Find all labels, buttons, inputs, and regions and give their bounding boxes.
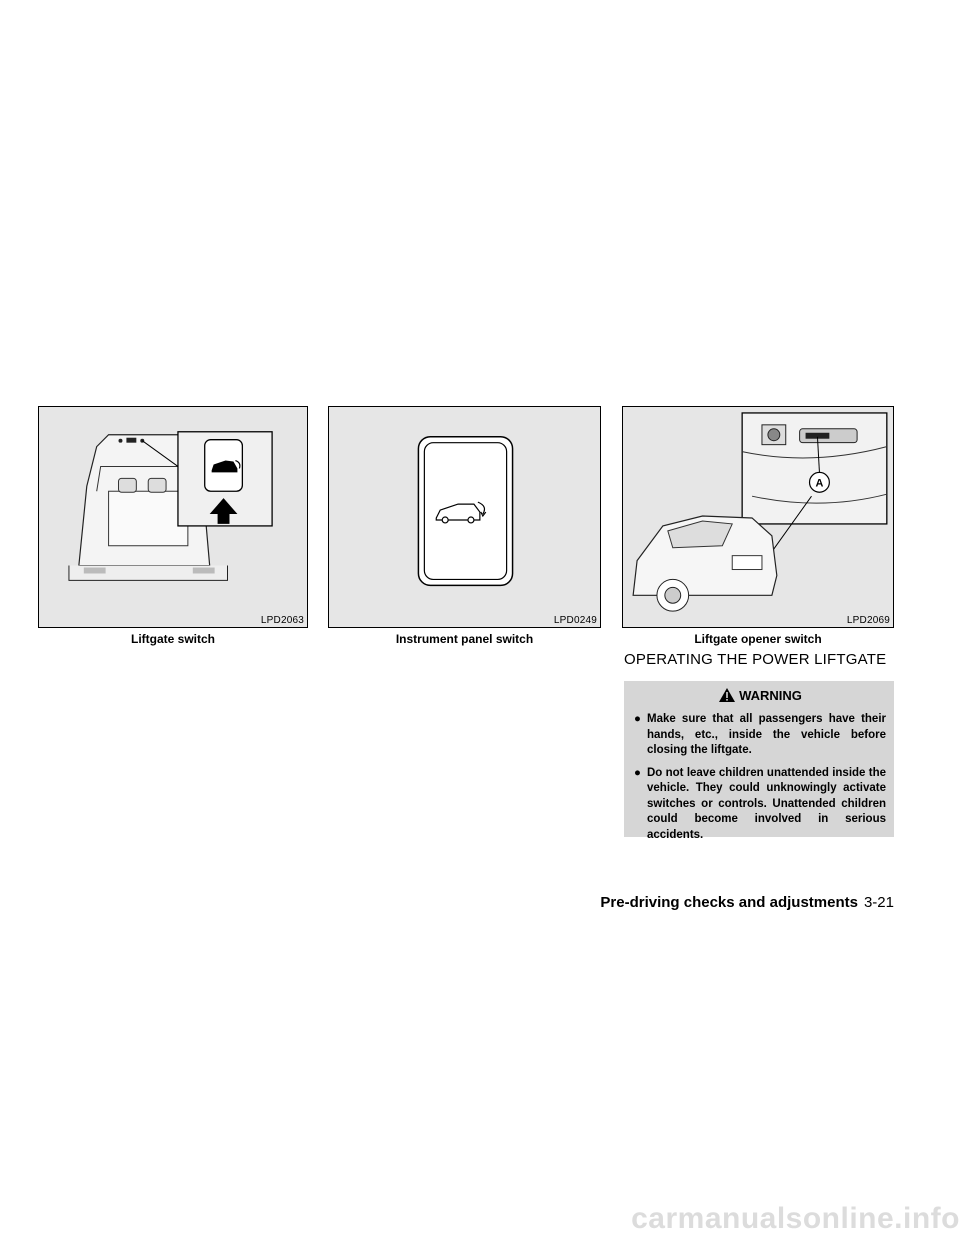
warning-item-text: Do not leave children unattended inside the vehicle. They could unknowingly activate switches or controls. Unattended children could become involved in serious accidents. xyxy=(647,766,886,841)
liftgate-opener-switch-illustration xyxy=(623,407,893,627)
instrument-panel-switch-illustration xyxy=(329,407,600,627)
warning-item xyxy=(634,712,886,759)
figure-code: LPD0249 xyxy=(553,615,597,626)
warning-heading xyxy=(634,681,886,705)
figure-caption: Liftgate switch xyxy=(130,632,215,646)
warning-item xyxy=(634,766,886,844)
callout-label: A xyxy=(815,477,824,490)
bullet: ● xyxy=(634,713,641,725)
watermark: carmanualsonline.info xyxy=(631,1202,960,1235)
warning-triangle-icon xyxy=(718,687,736,703)
warning-heading-text: WARNING xyxy=(739,687,802,703)
figure-liftgate-opener-switch xyxy=(622,406,894,628)
figure-code: LPD2069 xyxy=(846,615,890,626)
figure-caption: Instrument panel switch xyxy=(395,632,534,646)
figure-liftgate-switch xyxy=(38,406,308,628)
page-number: 3-21 xyxy=(863,894,894,911)
page-footer xyxy=(600,894,894,911)
liftgate-switch-illustration xyxy=(39,407,307,627)
bullet: ● xyxy=(634,766,641,779)
warning-box xyxy=(624,681,894,841)
warning-item-text: Make sure that all passengers have their hands, etc., inside the vehicle before closing the liftgate. xyxy=(647,713,886,756)
footer-chapter-title: Pre-driving checks and adjustments xyxy=(600,894,858,911)
section-title: OPERATING THE POWER LIFTGATE xyxy=(624,651,887,668)
figure-caption: Liftgate opener switch xyxy=(694,632,822,646)
figure-instrument-panel-switch xyxy=(328,406,601,628)
figure-code: LPD2063 xyxy=(260,615,304,626)
